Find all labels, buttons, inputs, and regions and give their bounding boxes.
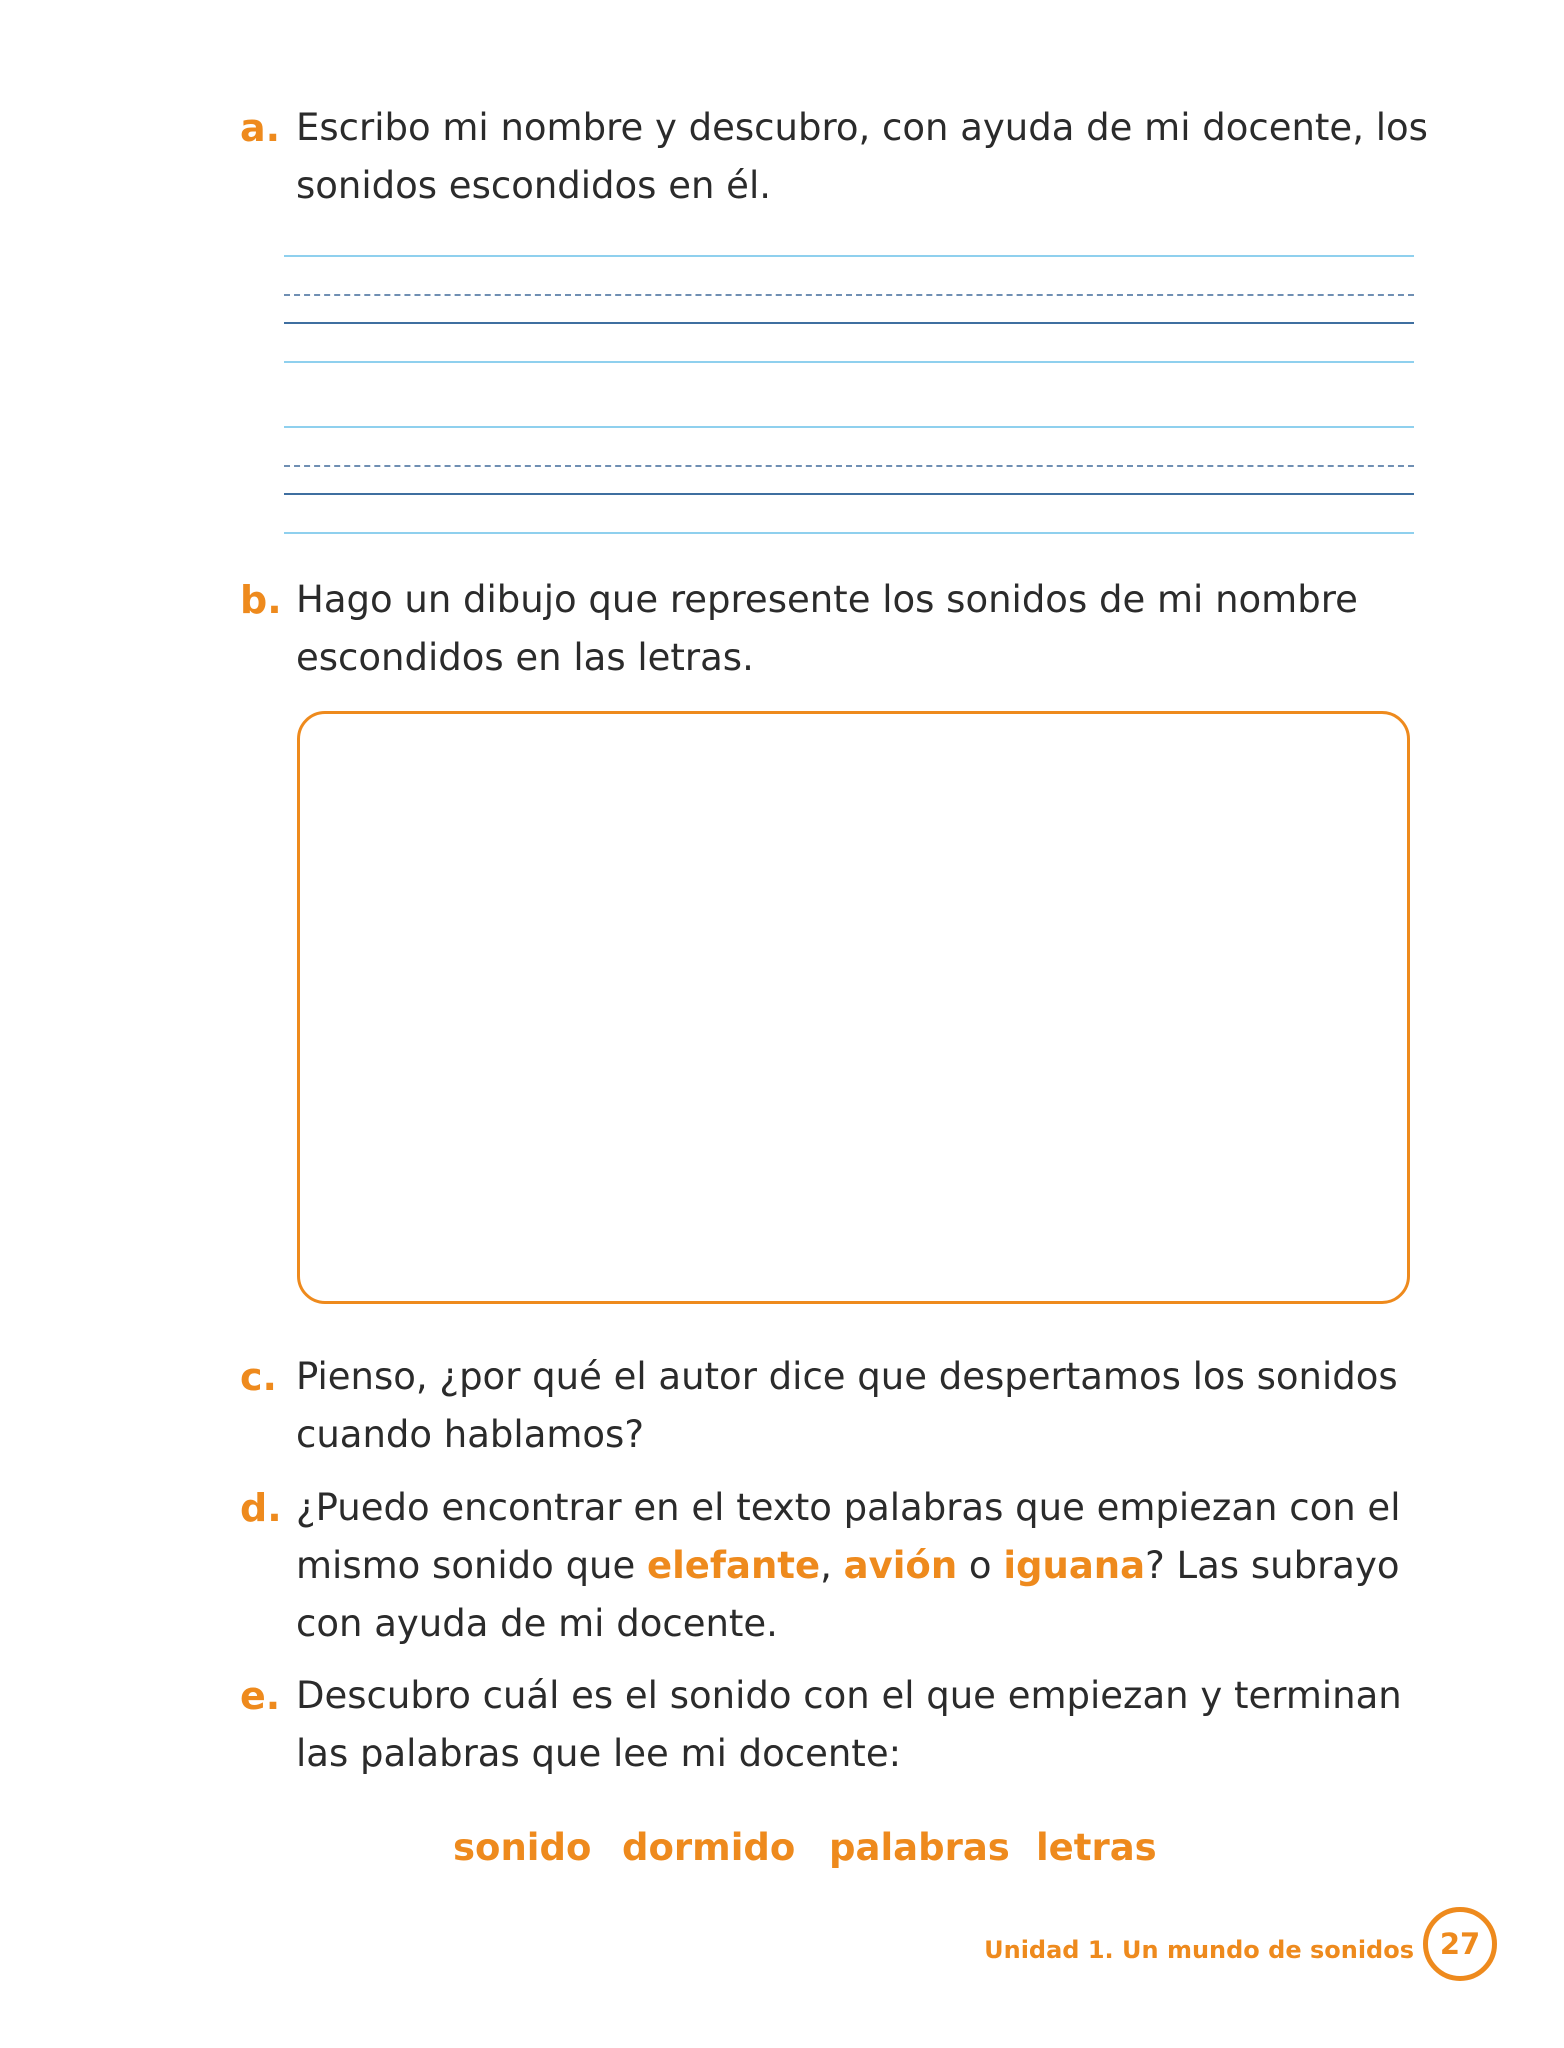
item-d-text <box>296 1479 1456 1653</box>
writing-line-top <box>284 255 1414 257</box>
item-d-separator-1: , <box>820 1544 844 1587</box>
item-c-text: Pienso, ¿por qué el autor dice que despertamos los sonidos cuando hablamos? <box>296 1355 1398 1456</box>
highlight-word-iguana: iguana <box>1003 1544 1146 1587</box>
item-e-text: Descubro cuál es el sonido con el que empiezan y terminan las palabras que lee mi docente: <box>296 1674 1402 1775</box>
page-number-badge <box>1423 1907 1497 1981</box>
writing-line-mid <box>284 465 1414 467</box>
item-d-text-part-1: ¿Puedo encontrar en el texto palabras que empiezan con el mismo sonido que <box>296 1486 1401 1587</box>
drawing-box[interactable] <box>297 711 1410 1304</box>
writing-line-base <box>284 322 1414 324</box>
page-number: 27 <box>1439 1927 1481 1961</box>
item-d-text-part-2: ? Las subrayo con ayuda de mi docente. <box>296 1544 1400 1645</box>
highlight-word-avion: avión <box>843 1544 958 1587</box>
item-c-letter: c. <box>240 1355 277 1399</box>
item-d-separator-2: o <box>957 1544 1004 1587</box>
word-letras: letras <box>1036 1826 1157 1869</box>
word-sonido: sonido <box>453 1826 592 1869</box>
writing-line-bottom <box>284 532 1414 534</box>
highlight-word-elefante: elefante <box>647 1544 821 1587</box>
item-b-text: Hago un dibujo que represente los sonidos de mi nombre escondidos en las letras. <box>296 578 1358 679</box>
writing-line-mid <box>284 294 1414 296</box>
word-dormido: dormido <box>622 1826 796 1869</box>
item-b-letter: b. <box>240 578 282 622</box>
writing-line-base <box>284 493 1414 495</box>
item-a-letter: a. <box>240 106 281 150</box>
item-e-letter: e. <box>240 1674 281 1718</box>
item-d-letter: d. <box>240 1486 282 1530</box>
writing-line-top <box>284 426 1414 428</box>
word-palabras: palabras <box>829 1826 1010 1869</box>
item-a-text: Escribo mi nombre y descubro, con ayuda de mi docente, los sonidos escondidos en él. <box>296 106 1428 207</box>
writing-line-bottom <box>284 361 1414 363</box>
unit-label: Unidad 1. Un mundo de sonidos <box>984 1936 1414 1964</box>
word-list <box>0 1818 1564 1878</box>
